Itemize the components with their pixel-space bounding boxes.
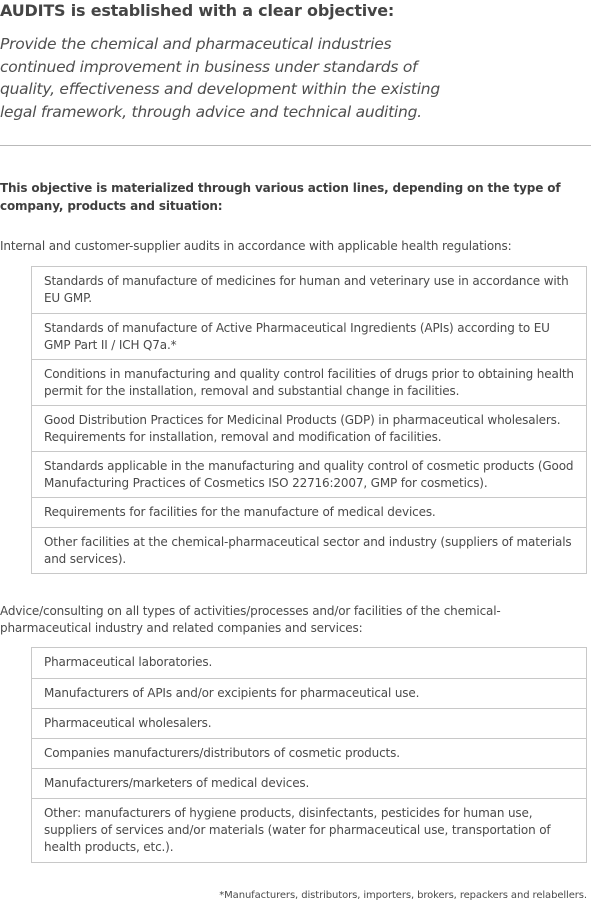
footnote: *Manufacturers, distributors, importers, brokers, repackers and relabellers. [219,890,587,901]
audit-item-medical-devices: Requirements for facilities for the manufacture of medical devices. [32,497,586,527]
audit-item-eu-gmp: Standards of manufacture of medicines for human and veterinary use in accordance with EU GMP. [44,274,569,305]
audits-list [31,266,587,574]
consulting-item-wholesalers: Pharmaceutical wholesalers. [32,708,586,738]
audit-item-gdp: Good Distribution Practices for Medicinal Products (GDP) in pharmaceutical wholesalers. Requirements for installation, removal and modification of facilities. [32,405,586,451]
page-heading: AUDITS is established with a clear objective: [0,1,395,20]
section-divider [0,145,591,146]
audit-item-other-facilities: Other facilities at the chemical-pharmaceutical sector and industry (suppliers of materials and services). [32,527,586,573]
consulting-item-apis: Manufacturers of APIs and/or excipients for pharmaceutical use. [32,678,586,708]
audit-item-api: Standards of manufacture of Active Pharmaceutical Ingredients (APIs) according to EU GMP Part II / ICH Q7a.* [32,313,586,359]
audits-intro: Internal and customer-supplier audits in accordance with applicable health regulations: [0,239,512,253]
audit-item-facility-conditions: Conditions in manufacturing and quality control facilities of drugs prior to obtaining health permit for the installation, removal and substantial change in facilities. [32,359,586,405]
consulting-item-cosmetics: Companies manufacturers/distributors of cosmetic products. [32,738,586,768]
objective-statement: Provide the chemical and pharmaceutical industries continued improvement in business under standards of quality, effectiveness and development within the existing legal framework, through advice and technical auditing. [0,35,440,121]
action-lines-lead: This objective is materialized through various action lines, depending on the type of company, products and situation: [0,181,561,213]
consulting-item-other: Other: manufacturers of hygiene products, disinfectants, pesticides for human use, suppliers of services and/or materials (water for pharmaceutical use, transportation of health products, etc.). [32,798,586,862]
audit-item-cosmetics: Standards applicable in the manufacturing and quality control of cosmetic products (Good Manufacturing Practices of Cosmetics ISO 22716:2007, GMP for cosmetics). [32,451,586,497]
consulting-item-medical-devices: Manufacturers/marketers of medical devices. [32,768,586,798]
consulting-intro: Advice/consulting on all types of activities/processes and/or facilities of the chemical-pharmaceutical industry and related companies and services: [0,604,501,635]
consulting-list [31,647,587,863]
consulting-item-labs: Pharmaceutical laboratories. [44,655,213,669]
